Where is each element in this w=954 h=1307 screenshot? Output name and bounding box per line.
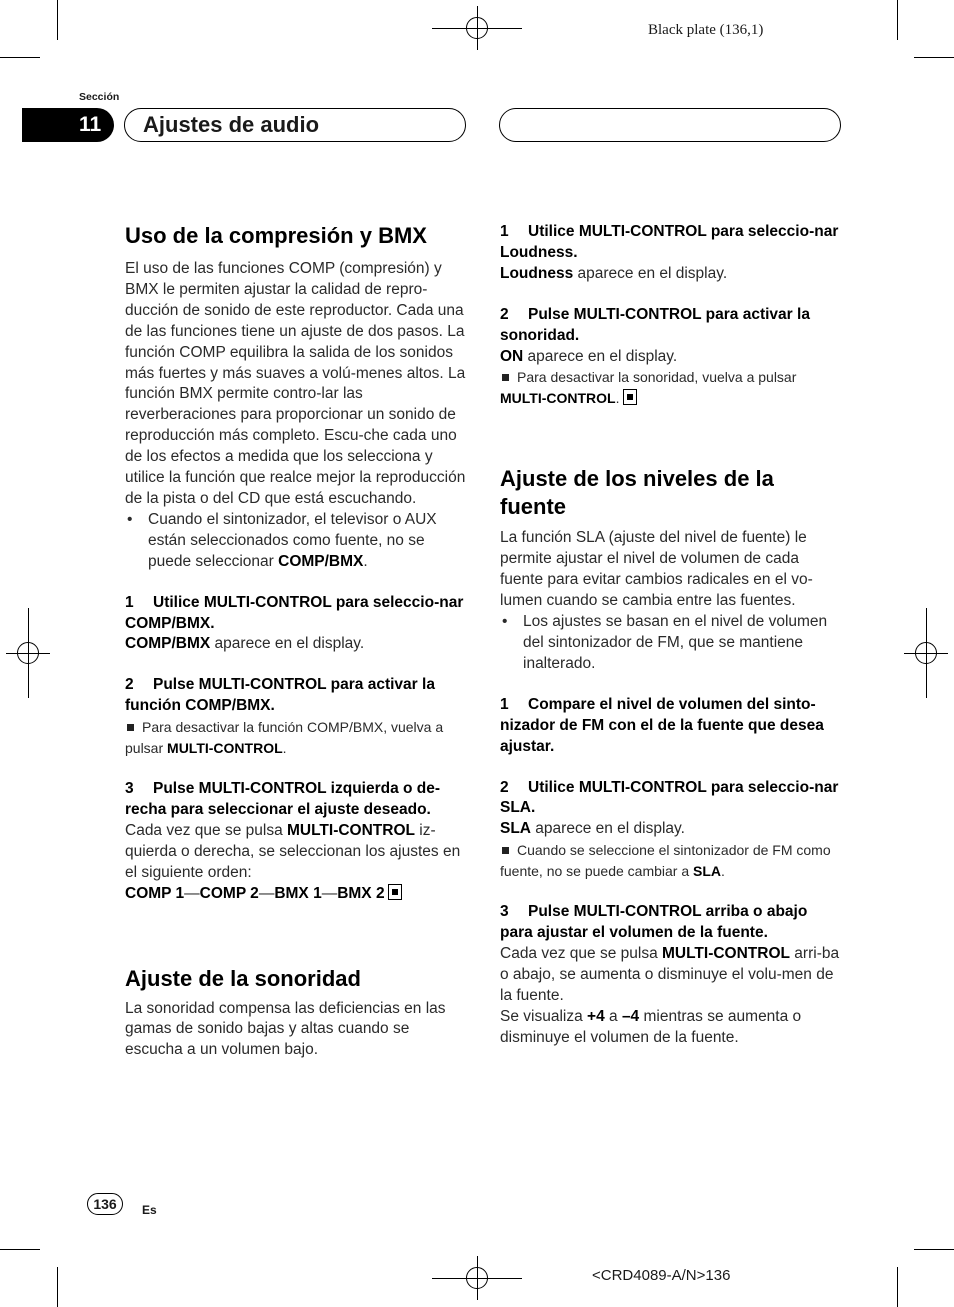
step-1-result: COMP/BMX aparece en el display. — [125, 635, 365, 653]
heading-loudness: Ajuste de la sonoridad — [125, 965, 361, 991]
heading-source-levels: Ajuste de los niveles de la fuente — [500, 466, 774, 520]
step-3: 3 Pulse MULTI-CONTROL izquierda o de-recha para seleccionar el ajuste deseado. — [125, 780, 441, 819]
square-bullet-icon — [127, 724, 134, 731]
crop-mark — [914, 57, 954, 58]
paragraph: El uso de las funciones COMP (compresión) y BMX le permiten ajustar la calidad de repro-ducción de sonido de este reproductor. Cada una de las funciones tiene un ajuste de dos pasos. La función COMP equilibra la salida de los sonidos más fuertes y más suaves a volú-menes altos. La función BMX permite contro-lar las reverberaciones para proporcionar un sonido de reproducción más completo. Escu-che cada uno de los efectos a medida que los selecciona y utilice la función que realce mejor la reproducción de la pista o del CD que está escuchando. — [125, 260, 466, 507]
sla-step-1: 1 Compare el nivel de volumen del sinto-nizador de FM con el de la fuente que desea ajustar. — [500, 695, 824, 755]
page-number: 136 — [87, 1193, 123, 1215]
crop-mark — [0, 57, 40, 58]
language-code: Es — [142, 1203, 157, 1217]
crop-mark — [897, 0, 898, 40]
step-2: 2 Pulse MULTI-CONTROL para activar la función COMP/BMX. — [125, 676, 435, 715]
bullet-item: • Cuando el sintonizador, el televisor o AUX están seleccionados como fuente, no se puede seleccionar COMP/BMX. — [125, 510, 467, 573]
left-column — [125, 222, 467, 1061]
section-title: Ajustes de audio — [124, 108, 466, 142]
end-mark-icon — [623, 389, 637, 405]
loudness-step-2-note: Para desactivar la sonoridad, vuelva a pulsar MULTI-CONTROL. — [500, 369, 797, 407]
crop-mark — [897, 1267, 898, 1307]
right-column — [500, 222, 842, 1049]
paragraph: La sonoridad compensa las deficiencias en las gamas de sonido bajas y altas cuando se escucha a un volumen bajo. — [125, 999, 446, 1059]
loudness-step-2-result: ON aparece en el display. — [500, 347, 678, 365]
loudness-step-1-result: Loudness aparece en el display. — [500, 264, 728, 282]
paragraph: La función SLA (ajuste del nivel de fuente) le permite ajustar el nivel de volumen de cada fuente para evitar cambios radicales en el vo-lumen cuando se cambia entre las fuentes. — [500, 529, 813, 610]
crop-mark — [57, 1267, 58, 1307]
sla-step-2-note: Cuando se seleccione el sintonizador de FM como fuente, no se puede cambiar a SLA. — [500, 842, 831, 880]
section-number: 11 — [22, 108, 114, 142]
mode-order: COMP 1—COMP 2—BMX 1—BMX 2 — [125, 884, 467, 905]
step-3-description: Cada vez que se pulsa MULTI-CONTROL iz-quierda o derecha, se seleccionan los ajustes en el siguiente orden: — [125, 821, 461, 881]
bullet-item: • Los ajustes se basan en el nivel de volumen del sintonizador de FM, que se mantiene inalterado. — [500, 612, 842, 675]
sla-range-description: Se visualiza +4 a –4 mientras se aumenta o disminuye el volumen de la fuente. — [500, 1007, 802, 1046]
section-label: Sección — [79, 91, 120, 103]
end-mark-icon — [388, 884, 402, 900]
step-1: 1 Utilice MULTI-CONTROL para seleccio-nar COMP/BMX. — [125, 593, 464, 632]
step-2-note: Para desactivar la función COMP/BMX, vuelva a pulsar MULTI-CONTROL. — [125, 719, 444, 757]
sla-step-2-result: SLA aparece en el display. — [500, 820, 685, 838]
loudness-step-1: 1 Utilice MULTI-CONTROL para seleccio-nar Loudness. — [500, 223, 839, 261]
sla-step-3: 3 Pulse MULTI-CONTROL arriba o abajo para ajustar el volumen de la fuente. — [500, 903, 808, 942]
square-bullet-icon — [502, 374, 509, 381]
empty-header-pill — [499, 108, 841, 142]
sla-step-3-description: Cada vez que se pulsa MULTI-CONTROL arri-ba o abajo, se aumenta o disminuye el volu-men de la fuente. — [500, 945, 840, 1004]
sla-step-2: 2 Utilice MULTI-CONTROL para seleccio-nar SLA. — [500, 778, 839, 817]
crop-mark — [0, 1249, 40, 1250]
square-bullet-icon — [502, 847, 509, 854]
plate-label: Black plate (136,1) — [648, 22, 764, 38]
heading-compression-bmx: Uso de la compresión y BMX — [125, 223, 427, 248]
loudness-step-2: 2 Pulse MULTI-CONTROL para activar la sonoridad. — [500, 305, 810, 344]
document-code: <CRD4089-A/N>136 — [592, 1267, 731, 1284]
crop-mark — [57, 0, 58, 40]
crop-mark — [914, 1249, 954, 1250]
